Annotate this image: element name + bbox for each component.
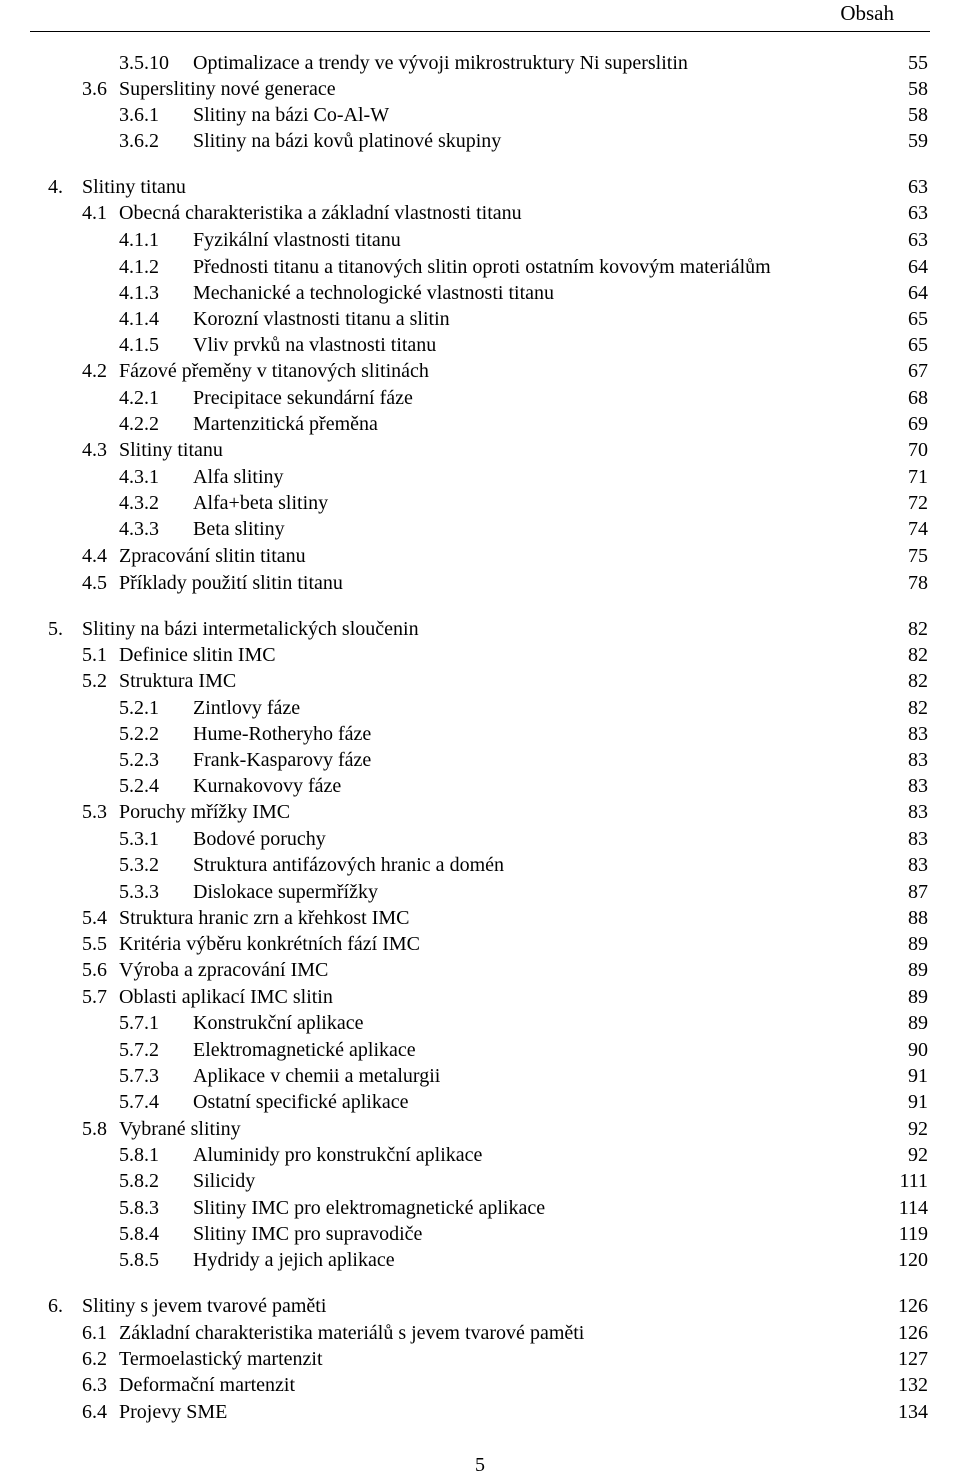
toc-entry[interactable]: [0, 516, 960, 542]
toc-entry-page: 83: [908, 801, 928, 823]
toc-entry-number: 4.2.2: [119, 413, 159, 435]
toc-entry[interactable]: [0, 799, 960, 825]
toc-entry-number: 3.6.2: [119, 130, 159, 152]
toc-entry-number: 4.1.1: [119, 229, 159, 251]
toc-entry[interactable]: [0, 332, 960, 358]
toc-entry-page: 69: [908, 413, 928, 435]
toc-entry-title: Přednosti titanu a titanových slitin oproti ostatním kovovým materiálům: [193, 256, 771, 278]
toc-entry-number: 5.7: [82, 986, 107, 1008]
toc-entry-number: 5.8.1: [119, 1144, 159, 1166]
toc-entry-page: 70: [908, 439, 928, 461]
toc-entry-number: 4.1.4: [119, 308, 159, 330]
toc-entry-number: 4.3.2: [119, 492, 159, 514]
toc-entry-title: Korozní vlastnosti titanu a slitin: [193, 308, 450, 330]
toc-entry[interactable]: [0, 1293, 960, 1319]
toc-entry-number: 4.1.3: [119, 282, 159, 304]
toc-entry[interactable]: [0, 306, 960, 332]
toc-entry-title: Konstrukční aplikace: [193, 1012, 364, 1034]
toc-entry[interactable]: [0, 1399, 960, 1425]
toc-entry-page: 65: [908, 308, 928, 330]
toc-entry-title: Vybrané slitiny: [119, 1118, 241, 1140]
toc-entry-number: 4.2: [82, 360, 107, 382]
toc-entry-title: Zpracování slitin titanu: [119, 545, 306, 567]
toc-entry-page: 82: [908, 644, 928, 666]
toc-entry-page: 68: [908, 387, 928, 409]
toc-entry-page: 83: [908, 854, 928, 876]
toc-entry[interactable]: [0, 464, 960, 490]
toc-entry-title: Základní charakteristika materiálů s jevem tvarové paměti: [119, 1322, 585, 1344]
toc-entry-page: 90: [908, 1039, 928, 1061]
toc-entry-title: Struktura antifázových hranic a domén: [193, 854, 504, 876]
toc-entry-number: 5.: [48, 618, 63, 640]
toc-entry-title: Projevy SME: [119, 1401, 228, 1423]
toc-entry[interactable]: [0, 411, 960, 437]
toc-entry-title: Optimalizace a trendy ve vývoji mikrostruktury Ni superslitin: [193, 52, 688, 74]
toc-entry-page: 74: [908, 518, 928, 540]
toc-entry-number: 5.7.3: [119, 1065, 159, 1087]
toc-entry[interactable]: [0, 280, 960, 306]
toc-entry[interactable]: [0, 102, 960, 128]
toc-entry-page: 92: [908, 1144, 928, 1166]
toc-entry-page: 75: [908, 545, 928, 567]
toc-entry-title: Zintlovy fáze: [193, 697, 301, 719]
toc-entry-page: 58: [908, 104, 928, 126]
toc-entry-number: 5.4: [82, 907, 107, 929]
toc-entry-number: 5.8.5: [119, 1249, 159, 1271]
toc-entry-title: Aluminidy pro konstrukční aplikace: [193, 1144, 483, 1166]
toc-entry-title: Kurnakovovy fáze: [193, 775, 342, 797]
toc-entry-number: 5.8.2: [119, 1170, 159, 1192]
toc-entry-title: Elektromagnetické aplikace: [193, 1039, 416, 1061]
toc-entry-page: 87: [908, 881, 928, 903]
toc-entry[interactable]: [0, 174, 960, 200]
toc-entry-page: 58: [908, 78, 928, 100]
toc-entry-number: 5.8.4: [119, 1223, 159, 1245]
toc-entry[interactable]: [0, 490, 960, 516]
toc-entry-number: 6.1: [82, 1322, 107, 1344]
toc-entry[interactable]: [0, 1089, 960, 1115]
toc-entry-page: 134: [898, 1401, 928, 1423]
toc-entry-page: 78: [908, 572, 928, 594]
toc-entry-title: Alfa slitiny: [193, 466, 284, 488]
toc-entry-number: 5.5: [82, 933, 107, 955]
toc-entry[interactable]: [0, 695, 960, 721]
toc-entry[interactable]: [0, 543, 960, 569]
toc-entry-page: 71: [908, 466, 928, 488]
toc-entry-title: Oblasti aplikací IMC slitin: [119, 986, 333, 1008]
toc-entry-title: Slitiny titanu: [82, 176, 186, 198]
toc-entry[interactable]: [0, 570, 960, 596]
toc-entry[interactable]: [0, 358, 960, 384]
toc-entry[interactable]: [0, 668, 960, 694]
toc-entry[interactable]: [0, 1346, 960, 1372]
toc-entry-page: 126: [898, 1322, 928, 1344]
toc-entry-page: 91: [908, 1065, 928, 1087]
toc-entry-number: 5.3: [82, 801, 107, 823]
toc-entry-number: 4.1: [82, 202, 107, 224]
toc-entry[interactable]: [0, 254, 960, 280]
toc-entry-title: Martenzitická přeměna: [193, 413, 378, 435]
toc-entry-title: Vliv prvků na vlastnosti titanu: [193, 334, 437, 356]
toc-entry[interactable]: [0, 50, 960, 76]
toc-entry-page: 127: [898, 1348, 928, 1370]
toc-entry-page: 120: [898, 1249, 928, 1271]
toc-entry-page: 83: [908, 749, 928, 771]
page-number: 5: [475, 1454, 485, 1476]
toc-entry-title: Struktura IMC: [119, 670, 237, 692]
toc-entry-title: Ostatní specifické aplikace: [193, 1091, 409, 1113]
toc-entry[interactable]: [0, 1372, 960, 1398]
toc-entry-page: 63: [908, 229, 928, 251]
toc-entry[interactable]: [0, 200, 960, 226]
toc-entry-number: 3.5.10: [119, 52, 169, 74]
toc-entry-title: Obecná charakteristika a základní vlastnosti titanu: [119, 202, 522, 224]
toc-entry-title: Příklady použití slitin titanu: [119, 572, 343, 594]
toc-entry-page: 64: [908, 282, 928, 304]
toc-entry-number: 4.1.5: [119, 334, 159, 356]
toc-entry-title: Slitiny na bázi Co-Al-W: [193, 104, 390, 126]
toc-entry[interactable]: [0, 721, 960, 747]
toc-entry-number: 5.7.4: [119, 1091, 159, 1113]
toc-entry[interactable]: [0, 905, 960, 931]
toc-entry-title: Bodové poruchy: [193, 828, 326, 850]
toc-entry-page: 89: [908, 986, 928, 1008]
toc-entry-title: Alfa+beta slitiny: [193, 492, 329, 514]
toc-entry[interactable]: [0, 1221, 960, 1247]
toc-entry-number: 5.6: [82, 959, 107, 981]
toc-entry-title: Slitiny na bázi intermetalických sloučenin: [82, 618, 419, 640]
toc-entry-number: 5.3.3: [119, 881, 159, 903]
toc-entry-number: 3.6: [82, 78, 107, 100]
toc-entry[interactable]: [0, 826, 960, 852]
toc-entry-title: Slitiny IMC pro supravodiče: [193, 1223, 423, 1245]
toc-entry-title: Precipitace sekundární fáze: [193, 387, 413, 409]
toc-entry-title: Mechanické a technologické vlastnosti titanu: [193, 282, 554, 304]
toc-entry[interactable]: [0, 642, 960, 668]
toc-entry-title: Hydridy a jejich aplikace: [193, 1249, 395, 1271]
toc-entry-page: 82: [908, 618, 928, 640]
toc-entry-page: 64: [908, 256, 928, 278]
toc-entry[interactable]: [0, 227, 960, 253]
toc-entry-number: 6.: [48, 1295, 63, 1317]
toc-entry-title: Slitiny na bázi kovů platinové skupiny: [193, 130, 502, 152]
toc-entry-title: Frank-Kasparovy fáze: [193, 749, 372, 771]
toc-entry-number: 4.3.1: [119, 466, 159, 488]
toc-entry-page: 63: [908, 176, 928, 198]
toc-entry-title: Termoelastický martenzit: [119, 1348, 323, 1370]
toc-entry-number: 3.6.1: [119, 104, 159, 126]
toc-entry-title: Deformační martenzit: [119, 1374, 296, 1396]
toc-entry-title: Dislokace supermřížky: [193, 881, 378, 903]
toc-entry-page: 59: [908, 130, 928, 152]
toc-entry-number: 5.1: [82, 644, 107, 666]
toc-entry-title: Kritéria výběru konkrétních fází IMC: [119, 933, 421, 955]
toc-entry-number: 5.2.4: [119, 775, 159, 797]
toc-entry[interactable]: [0, 1195, 960, 1221]
toc-entry-page: 83: [908, 828, 928, 850]
toc-entry-title: Definice slitin IMC: [119, 644, 276, 666]
toc-entry-page: 83: [908, 775, 928, 797]
toc-entry-number: 5.3.1: [119, 828, 159, 850]
toc-entry-number: 6.3: [82, 1374, 107, 1396]
toc-entry-number: 5.2.1: [119, 697, 159, 719]
toc-entry-title: Struktura hranic zrn a křehkost IMC: [119, 907, 410, 929]
toc-entry-number: 4.3.3: [119, 518, 159, 540]
toc-entry-title: Slitiny IMC pro elektromagnetické aplikace: [193, 1197, 546, 1219]
toc-entry-title: Aplikace v chemii a metalurgii: [193, 1065, 441, 1087]
toc-entry-page: 88: [908, 907, 928, 929]
toc-entry-number: 5.2.3: [119, 749, 159, 771]
toc-entry-page: 114: [898, 1197, 928, 1219]
toc-entry[interactable]: [0, 1247, 960, 1273]
toc-entry-title: Slitiny s jevem tvarové paměti: [82, 1295, 327, 1317]
toc-entry-title: Silicidy: [193, 1170, 256, 1192]
toc-entry-page: 132: [898, 1374, 928, 1396]
page-header-title: Obsah: [840, 1, 894, 25]
toc-entry-page: 67: [908, 360, 928, 382]
toc-entry-number: 4.3: [82, 439, 107, 461]
toc-entry[interactable]: [0, 957, 960, 983]
toc-entry-number: 5.2: [82, 670, 107, 692]
toc-entry-title: Beta slitiny: [193, 518, 285, 540]
toc-entry-page: 89: [908, 959, 928, 981]
toc-entry[interactable]: [0, 76, 960, 102]
toc-entry-page: 126: [898, 1295, 928, 1317]
toc-entry[interactable]: [0, 437, 960, 463]
toc-entry-page: 111: [899, 1170, 928, 1192]
toc-entry[interactable]: [0, 984, 960, 1010]
toc-entry[interactable]: [0, 1320, 960, 1346]
toc-entry-page: 55: [908, 52, 928, 74]
toc-entry-number: 5.8: [82, 1118, 107, 1140]
toc-entry-page: 89: [908, 1012, 928, 1034]
toc-entry-page: 119: [898, 1223, 928, 1245]
toc-entry-number: 4.5: [82, 572, 107, 594]
toc-entry[interactable]: [0, 747, 960, 773]
toc-entry-number: 6.2: [82, 1348, 107, 1370]
toc-entry[interactable]: [0, 931, 960, 957]
toc-entry[interactable]: [0, 1063, 960, 1089]
toc-entry-page: 82: [908, 697, 928, 719]
toc-entry-number: 4.4: [82, 545, 107, 567]
toc-entry-page: 72: [908, 492, 928, 514]
toc-entry-page: 65: [908, 334, 928, 356]
toc-entry[interactable]: [0, 852, 960, 878]
toc-entry-title: Fázové přeměny v titanových slitinách: [119, 360, 429, 382]
toc-entry-number: 4.: [48, 176, 63, 198]
toc-entry[interactable]: [0, 1037, 960, 1063]
toc-entry-number: 5.7.1: [119, 1012, 159, 1034]
toc-entry-number: 5.3.2: [119, 854, 159, 876]
toc-entry-title: Fyzikální vlastnosti titanu: [193, 229, 401, 251]
toc-entry-title: Hume-Rotheryho fáze: [193, 723, 372, 745]
toc-entry[interactable]: [0, 1116, 960, 1142]
toc-entry-page: 91: [908, 1091, 928, 1113]
toc-entry[interactable]: [0, 128, 960, 154]
toc-entry-number: 5.2.2: [119, 723, 159, 745]
toc-entry-page: 63: [908, 202, 928, 224]
toc-entry-number: 4.1.2: [119, 256, 159, 278]
toc-entry-page: 82: [908, 670, 928, 692]
toc-entry-page: 83: [908, 723, 928, 745]
toc-entry-title: Výroba a zpracování IMC: [119, 959, 329, 981]
toc-entry-page: 92: [908, 1118, 928, 1140]
toc-entry-number: 5.8.3: [119, 1197, 159, 1219]
toc-entry[interactable]: [0, 773, 960, 799]
toc-entry[interactable]: [0, 1142, 960, 1168]
toc-entry[interactable]: [0, 616, 960, 642]
toc-entry-title: Poruchy mřížky IMC: [119, 801, 291, 823]
toc-entry[interactable]: [0, 879, 960, 905]
toc-entry-number: 6.4: [82, 1401, 107, 1423]
toc-entry-title: Slitiny titanu: [119, 439, 223, 461]
toc-entry-number: 4.2.1: [119, 387, 159, 409]
toc-entry[interactable]: [0, 1168, 960, 1194]
toc-entry-page: 89: [908, 933, 928, 955]
toc-entry[interactable]: [0, 385, 960, 411]
toc-entry[interactable]: [0, 1010, 960, 1036]
toc-entry-number: 5.7.2: [119, 1039, 159, 1061]
toc-entry-title: Superslitiny nové generace: [119, 78, 336, 100]
